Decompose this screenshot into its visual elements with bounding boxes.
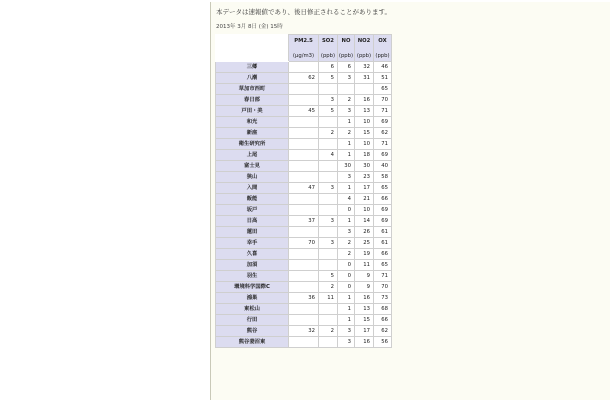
station-name: 蓮田	[216, 227, 289, 238]
measurement-cell: 70	[374, 282, 392, 293]
table-row	[216, 62, 392, 73]
station-name: 入間	[216, 183, 289, 194]
station-name: 行田	[216, 315, 289, 326]
table-row	[216, 172, 392, 183]
measurement-cell	[289, 139, 319, 150]
measurement-cell: 1	[338, 315, 355, 326]
measurement-cell	[319, 304, 338, 315]
measurement-cell: 73	[374, 293, 392, 304]
measurement-cell	[319, 172, 338, 183]
measurement-cell: 2	[338, 128, 355, 139]
station-name: 衛生研究所	[216, 139, 289, 150]
measurement-cell: 36	[289, 293, 319, 304]
column-name: SO2	[321, 38, 334, 44]
measurement-cell: 68	[374, 304, 392, 315]
measurement-cell: 5	[319, 106, 338, 117]
measurement-cell: 40	[374, 161, 392, 172]
measurement-cell: 45	[289, 106, 319, 117]
measurement-cell	[355, 84, 374, 95]
table-row	[216, 337, 392, 348]
measurement-cell: 70	[374, 95, 392, 106]
measurement-cell: 13	[355, 106, 374, 117]
measurement-cell	[319, 161, 338, 172]
measurement-cell: 3	[338, 106, 355, 117]
column-name: PM2.5	[294, 38, 313, 44]
column-name: OX	[378, 38, 387, 44]
measurement-cell	[319, 194, 338, 205]
measurement-cell: 16	[355, 95, 374, 106]
measurement-cell: 69	[374, 117, 392, 128]
table-row	[216, 73, 392, 84]
table-body	[216, 62, 392, 348]
measurement-cell: 32	[289, 326, 319, 337]
measurement-cell	[319, 205, 338, 216]
measurement-cell: 47	[289, 183, 319, 194]
measurement-cell: 0	[338, 205, 355, 216]
station-name: 熊谷	[216, 326, 289, 337]
measurement-cell: 71	[374, 106, 392, 117]
measurement-cell: 3	[319, 216, 338, 227]
measurement-cell	[289, 227, 319, 238]
measurement-cell: 21	[355, 194, 374, 205]
measurement-cell: 1	[338, 150, 355, 161]
measurement-cell: 9	[355, 271, 374, 282]
station-name: 上尾	[216, 150, 289, 161]
measurement-cell: 37	[289, 216, 319, 227]
station-name: 幸手	[216, 238, 289, 249]
measurement-cell: 14	[355, 216, 374, 227]
measurement-cell: 1	[338, 139, 355, 150]
measurement-cell: 3	[338, 337, 355, 348]
measurement-cell: 3	[319, 238, 338, 249]
measurement-cell: 51	[374, 73, 392, 84]
measurement-cell: 13	[355, 304, 374, 315]
station-name: 戸田・美	[216, 106, 289, 117]
air-quality-table	[215, 34, 392, 348]
measurement-cell: 18	[355, 150, 374, 161]
measurement-cell: 2	[319, 128, 338, 139]
column-header-ox	[374, 35, 392, 62]
measurement-cell: 3	[338, 227, 355, 238]
measurement-cell	[319, 249, 338, 260]
measurement-cell	[289, 161, 319, 172]
station-name: 春日部	[216, 95, 289, 106]
table-row	[216, 282, 392, 293]
measurement-cell: 1	[338, 304, 355, 315]
measurement-cell: 5	[319, 271, 338, 282]
measurement-cell	[319, 117, 338, 128]
measurement-cell: 2	[338, 249, 355, 260]
measurement-cell	[289, 128, 319, 139]
column-unit: (ppb)	[375, 53, 390, 59]
table-row	[216, 183, 392, 194]
measurement-cell: 1	[338, 293, 355, 304]
measurement-cell	[289, 150, 319, 161]
measurement-cell	[338, 84, 355, 95]
measurement-cell: 16	[355, 293, 374, 304]
measurement-cell: 58	[374, 172, 392, 183]
observation-panel	[210, 2, 610, 400]
measurement-cell: 0	[338, 282, 355, 293]
measurement-cell: 61	[374, 227, 392, 238]
station-name: 加須	[216, 260, 289, 271]
table-row	[216, 326, 392, 337]
measurement-cell: 9	[355, 282, 374, 293]
measurement-cell: 32	[355, 62, 374, 73]
measurement-cell: 26	[355, 227, 374, 238]
measurement-cell: 15	[355, 315, 374, 326]
column-unit: (ppb)	[320, 53, 336, 59]
measurement-cell	[289, 260, 319, 271]
station-name: 熊谷妻沼東	[216, 337, 289, 348]
table-row	[216, 139, 392, 150]
measurement-cell	[289, 62, 319, 73]
measurement-cell	[289, 304, 319, 315]
table-row	[216, 304, 392, 315]
measurement-cell: 16	[355, 337, 374, 348]
table-row	[216, 293, 392, 304]
station-name: 久喜	[216, 249, 289, 260]
measurement-cell: 2	[338, 238, 355, 249]
measurement-cell: 30	[338, 161, 355, 172]
measurement-cell	[289, 84, 319, 95]
column-name: NO2	[357, 38, 371, 44]
station-name: 新座	[216, 128, 289, 139]
measurement-cell: 4	[319, 150, 338, 161]
measurement-cell: 5	[319, 73, 338, 84]
measurement-cell	[289, 205, 319, 216]
table-row	[216, 271, 392, 282]
measurement-cell	[319, 139, 338, 150]
measurement-cell: 15	[355, 128, 374, 139]
measurement-cell	[289, 117, 319, 128]
measurement-cell: 2	[319, 326, 338, 337]
measurement-cell: 10	[355, 139, 374, 150]
measurement-cell	[319, 337, 338, 348]
measurement-cell: 3	[319, 183, 338, 194]
measurement-cell	[289, 271, 319, 282]
observation-timestamp: 2013年 3月 8日 (金) 15時	[216, 24, 283, 30]
measurement-cell: 65	[374, 84, 392, 95]
measurement-cell: 71	[374, 271, 392, 282]
header-corner	[216, 35, 289, 62]
measurement-cell: 6	[319, 62, 338, 73]
column-header-no	[338, 35, 355, 62]
station-name: 坂戸	[216, 205, 289, 216]
measurement-cell: 3	[338, 326, 355, 337]
measurement-cell: 25	[355, 238, 374, 249]
station-name: 飯能	[216, 194, 289, 205]
measurement-cell: 1	[338, 183, 355, 194]
measurement-cell: 2	[319, 282, 338, 293]
measurement-cell: 62	[374, 326, 392, 337]
column-unit: (ppb)	[338, 53, 354, 59]
measurement-cell: 31	[355, 73, 374, 84]
measurement-cell: 3	[338, 73, 355, 84]
measurement-cell	[319, 227, 338, 238]
measurement-cell: 69	[374, 216, 392, 227]
measurement-cell	[289, 194, 319, 205]
measurement-cell	[289, 95, 319, 106]
station-name: 富士見	[216, 161, 289, 172]
measurement-cell: 3	[319, 95, 338, 106]
measurement-cell	[289, 337, 319, 348]
measurement-cell	[319, 315, 338, 326]
table-row	[216, 260, 392, 271]
measurement-cell: 62	[374, 128, 392, 139]
table-row	[216, 227, 392, 238]
measurement-cell: 19	[355, 249, 374, 260]
measurement-cell: 70	[289, 238, 319, 249]
column-name: NO	[341, 38, 351, 44]
table-row	[216, 150, 392, 161]
measurement-cell: 10	[355, 205, 374, 216]
table-row	[216, 205, 392, 216]
measurement-cell: 46	[374, 62, 392, 73]
column-header-so2	[319, 35, 338, 62]
table-row	[216, 216, 392, 227]
station-name: 八潮	[216, 73, 289, 84]
measurement-cell	[289, 172, 319, 183]
measurement-cell	[319, 84, 338, 95]
table-row	[216, 315, 392, 326]
station-name: 羽生	[216, 271, 289, 282]
table-row	[216, 95, 392, 106]
measurement-cell: 66	[374, 249, 392, 260]
measurement-cell: 0	[338, 260, 355, 271]
measurement-cell: 66	[374, 315, 392, 326]
measurement-cell: 10	[355, 117, 374, 128]
measurement-cell: 1	[338, 117, 355, 128]
table-row	[216, 194, 392, 205]
column-header-pm25	[289, 35, 319, 62]
measurement-cell: 71	[374, 139, 392, 150]
station-name: 環境科学国際C	[216, 282, 289, 293]
measurement-cell	[289, 315, 319, 326]
table-row	[216, 84, 392, 95]
measurement-cell: 6	[338, 62, 355, 73]
measurement-cell: 2	[338, 95, 355, 106]
station-name: 狭山	[216, 172, 289, 183]
measurement-cell	[289, 282, 319, 293]
column-unit: (ppb)	[356, 53, 372, 59]
measurement-cell: 66	[374, 194, 392, 205]
measurement-cell: 17	[355, 326, 374, 337]
column-unit: (μg/m3)	[292, 53, 315, 59]
station-name: 東松山	[216, 304, 289, 315]
preliminary-data-notice: 本データは速報値であり、後日修正されることがあります。	[216, 8, 391, 16]
measurement-cell: 3	[338, 172, 355, 183]
station-name: 三郷	[216, 62, 289, 73]
measurement-cell: 11	[319, 293, 338, 304]
measurement-cell: 69	[374, 150, 392, 161]
station-name: 鴻巣	[216, 293, 289, 304]
table-row	[216, 238, 392, 249]
measurement-cell	[289, 249, 319, 260]
measurement-cell: 11	[355, 260, 374, 271]
measurement-cell: 30	[355, 161, 374, 172]
table-row	[216, 249, 392, 260]
measurement-cell: 0	[338, 271, 355, 282]
station-name: 和光	[216, 117, 289, 128]
column-header-no2	[355, 35, 374, 62]
measurement-cell: 65	[374, 183, 392, 194]
measurement-cell: 56	[374, 337, 392, 348]
table-row	[216, 161, 392, 172]
measurement-cell: 1	[338, 216, 355, 227]
station-name: 草加市西町	[216, 84, 289, 95]
table-row	[216, 117, 392, 128]
table-row	[216, 106, 392, 117]
station-name: 日高	[216, 216, 289, 227]
table-row	[216, 128, 392, 139]
measurement-cell: 23	[355, 172, 374, 183]
measurement-cell	[319, 260, 338, 271]
measurement-cell: 17	[355, 183, 374, 194]
measurement-cell: 4	[338, 194, 355, 205]
measurement-cell: 61	[374, 238, 392, 249]
measurement-cell: 62	[289, 73, 319, 84]
measurement-cell: 65	[374, 260, 392, 271]
measurement-cell: 69	[374, 205, 392, 216]
table-header-row	[216, 35, 392, 62]
